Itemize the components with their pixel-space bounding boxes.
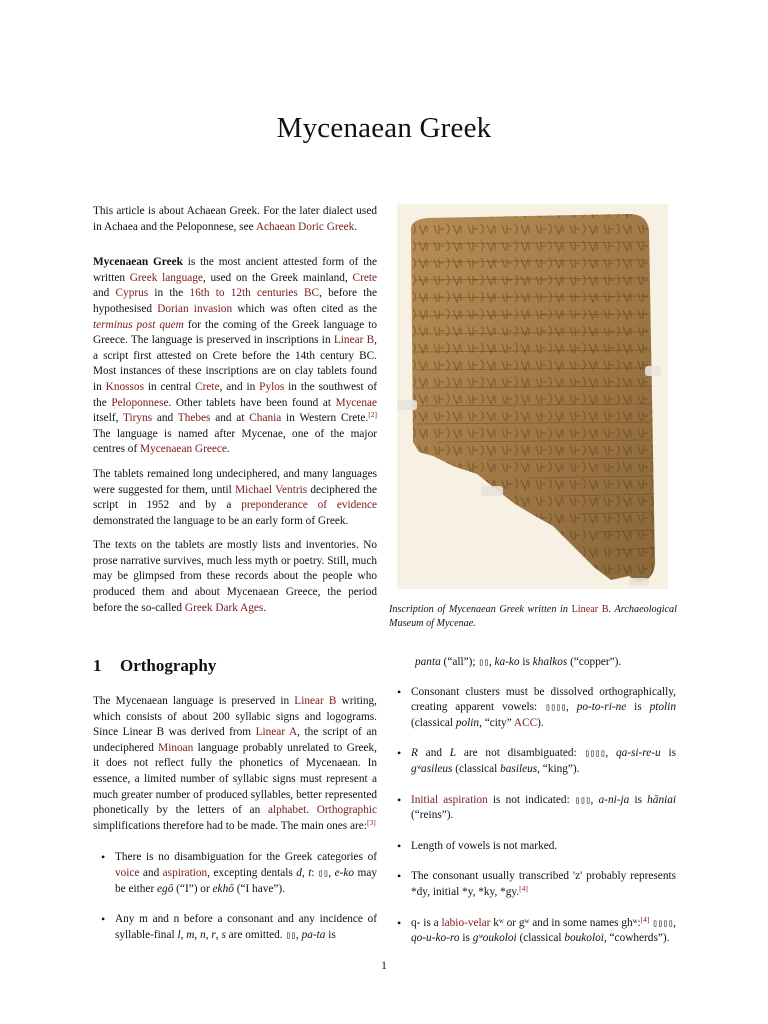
bullet-item [389, 916, 676, 947]
wiki-link[interactable]: Linear A [255, 726, 298, 739]
bullet-continuation [389, 655, 676, 671]
linear-b-glyphs: ▯▯▯▯ [584, 748, 606, 760]
wiki-link[interactable]: Orthographic [316, 804, 377, 817]
text-run: r [211, 928, 216, 941]
text-run: (classical [516, 932, 565, 945]
text-run: . [306, 804, 317, 817]
text-run: l [177, 928, 181, 941]
image-caption [389, 603, 677, 631]
text-run: n [200, 928, 206, 941]
text-run: The consonant usually transcribed 'z' probably represents *dy, initial *y, *ky, *gy. [411, 870, 676, 898]
wiki-link[interactable]: Minoan [158, 741, 194, 754]
text-run: The texts on the tablets are mostly lists and inventories. No prose narrative survives, much less myth or poetry. Still, much may be glimpsed from these records about the people who produced them and about Mycenaean Greece, the period before the so-called [93, 539, 377, 614]
bullet-item [389, 746, 676, 777]
left-bullet-list [93, 850, 377, 943]
wiki-link[interactable]: Pylos [259, 380, 285, 393]
text-run: is [629, 793, 648, 806]
text-run: po-to-ri-ne [576, 701, 627, 714]
text-run: , the script of an undeciphered [93, 726, 377, 754]
text-run: , [565, 701, 577, 714]
text-run: qo-u-ko-ro [411, 932, 460, 945]
text-run: , [328, 866, 335, 879]
section-heading-orthography: 1 Orthography [93, 656, 217, 675]
text-run: d [296, 866, 302, 879]
page-number: 1 [381, 960, 387, 972]
orthography-paragraph [93, 694, 377, 834]
tablet-image[interactable] [397, 204, 668, 589]
text-run: (“reins”). [411, 809, 454, 822]
wiki-link[interactable]: Linear B [333, 334, 375, 347]
orthography-left-column [93, 694, 377, 958]
wiki-link[interactable]: 16th to 12th centuries BC [189, 287, 320, 300]
text-run: Inscription of Mycenaean Greek written in [389, 604, 572, 615]
text-run: , [194, 928, 201, 941]
text-run: polin [455, 716, 480, 729]
text-run: is [459, 932, 473, 945]
linear-b-glyphs: ▯▯ [285, 929, 296, 941]
text-run: , [673, 916, 676, 929]
text-run: hāniai [647, 793, 677, 806]
text-run: is the most ancient attested form of the written [93, 256, 377, 284]
text-run: gʷoukoloi [472, 932, 517, 945]
text-run: The Mycenaean language is preserved in [93, 695, 295, 707]
wiki-link[interactable]: Peloponnese [111, 396, 169, 409]
text-run: which was often cited as the [232, 302, 377, 315]
text-run: boukoloi [564, 932, 604, 945]
text-run: khalkos [532, 656, 568, 668]
text-run: (classical [411, 716, 456, 729]
text-run: are not disambiguated: [456, 747, 585, 760]
text-run: simplifications therefore had to be made. The main ones are: [93, 819, 367, 832]
text-run: There is no disambiguation for the Greek categories of [115, 851, 377, 864]
wiki-link[interactable]: Crete [352, 271, 377, 284]
text-run: , “king”). [537, 762, 580, 775]
bullet-item [93, 850, 377, 897]
text-run: The language is named after Mycenae, one of the major centres of [93, 427, 377, 456]
text-run: m [186, 928, 195, 941]
text-run: L [449, 747, 457, 760]
wiki-link[interactable]: preponderance of evidence [241, 499, 378, 512]
bullet-item [389, 869, 676, 900]
clay-tablet-illustration [397, 204, 668, 589]
linear-b-glyphs: ▯▯▯ [574, 794, 591, 806]
wiki-link[interactable]: Mycenae [335, 396, 377, 409]
text-run: is [626, 701, 650, 714]
right-bullet-list [389, 685, 676, 947]
text-run: The tablets remained long undeciphered, and many languages were suggested for them, until [93, 467, 377, 496]
text-run: Consonant clusters must be dissolved orthographically, creating apparent vowels: [411, 685, 676, 714]
text-run: , [590, 793, 599, 806]
wiki-link[interactable]: Michael Ventris [235, 483, 308, 496]
text-run: Any m and n before a consonant and any incidence of syllable-final [115, 913, 377, 941]
text-run: t [308, 866, 312, 879]
text-run: may be either [115, 866, 377, 895]
citation[interactable]: [4] [640, 914, 650, 924]
wiki-link[interactable]: ACC [513, 716, 538, 729]
text-run: Length of vowels is not marked. [411, 839, 558, 852]
text-run: ka-ko [494, 656, 520, 668]
text-run: (“I have”). [233, 882, 285, 895]
wiki-link[interactable]: Initial [411, 793, 438, 806]
text-run: , “cowherds”). [603, 932, 670, 945]
text-run: (“copper”). [567, 656, 622, 668]
text-run: and [417, 747, 450, 760]
text-run: ekhō [212, 882, 234, 895]
text-run: in the southwest of the [93, 380, 377, 409]
text-run: pa-ta [301, 928, 326, 941]
intro-paragraph-1 [93, 255, 377, 458]
text-run: and [93, 287, 116, 300]
wiki-link[interactable]: Linear B [571, 604, 609, 615]
hatnote: This article is about Achaean Greek. For the later dialect used in Achaea and the Peloponnese, see Achaean Doric Greek. [93, 205, 377, 233]
text-run: e-ko [334, 866, 355, 879]
text-run: , “city” [479, 716, 514, 729]
wiki-link[interactable]: aspiration [162, 866, 208, 879]
text-run: deciphered the script in 1952 and by a [93, 483, 377, 512]
text-run: is not indicated: [487, 793, 575, 806]
text-run: R [411, 747, 418, 760]
text-run: , [488, 656, 495, 668]
text-run: q- is a [411, 916, 442, 929]
text-run: is [660, 747, 677, 760]
text-run: basileus [500, 762, 538, 775]
text-run: . [226, 443, 230, 456]
citation[interactable]: [3] [366, 817, 376, 827]
text-run: is [519, 656, 533, 668]
text-run: (“all”); [440, 656, 479, 668]
wiki-link[interactable]: aspiration [443, 793, 488, 806]
intro-paragraph-2 [93, 467, 377, 529]
page-title: Mycenaean Greek [276, 112, 492, 144]
text-run: , excepting dentals [207, 866, 297, 879]
text-run: (classical [452, 762, 501, 775]
bold-term: Mycenaean Greek [93, 256, 183, 269]
text-run: , [605, 747, 616, 760]
linear-b-glyphs: ▯▯▯▯ [652, 917, 674, 929]
text-run: , [180, 928, 187, 941]
text-run: is [325, 928, 336, 941]
wiki-link[interactable]: Greek language [129, 271, 203, 284]
hatnote-link[interactable]: Achaean Doric Greek [255, 220, 355, 233]
text-run: , [295, 928, 302, 941]
text-run: kʷ or gʷ and in some names ghʷ: [490, 916, 641, 929]
text-run: : [311, 866, 318, 879]
text-run: panta [415, 656, 441, 668]
wiki-link[interactable]: Cyprus [115, 287, 149, 300]
wiki-link[interactable]: Chania [249, 412, 282, 425]
linear-b-glyphs: ▯▯ [478, 657, 489, 668]
intro-column [93, 204, 377, 616]
text-run: ptolin [649, 701, 676, 714]
wiki-link[interactable]: Tiryns [123, 412, 153, 425]
bullet-item [389, 793, 676, 824]
text-run: , before the hypothesised [93, 287, 378, 315]
text-run: in the [148, 287, 190, 300]
wiki-link[interactable]: Linear B [294, 695, 337, 707]
wiki-link[interactable]: alphabet [267, 804, 307, 817]
wiki-link[interactable]: voice [115, 866, 140, 879]
text-run: . [263, 601, 267, 614]
text-run: for the coming of the Greek language to Greece. The language is preserved in inscriptions in [93, 318, 377, 347]
wiki-link[interactable]: Mycenaean Greece [140, 443, 227, 456]
linear-b-glyphs: ▯▯ [317, 867, 329, 879]
text-run: writing, which consists of about 200 syllabic signs and logograms. Since Linear B was derived from [93, 695, 377, 739]
intro-paragraph-3 [93, 538, 377, 616]
citation[interactable]: [4] [519, 883, 528, 893]
linear-b-glyphs: ▯▯▯▯ [545, 702, 566, 714]
text-run: a-ni-ja [598, 793, 630, 806]
wiki-link[interactable]: Dorian invasion [157, 302, 233, 315]
wiki-link[interactable]: Thebes [177, 412, 211, 425]
text-run: egō [157, 882, 174, 895]
text-run: ). [537, 716, 544, 729]
text-run: , and in [219, 380, 260, 393]
wiki-link[interactable]: terminus post quem [93, 318, 184, 331]
text-run: qa-si-re-u [615, 747, 661, 760]
text-run: demonstrated the language to be an early form of Greek. [93, 514, 349, 527]
text-run: language probably unrelated to Greek, it does not reflect fully the phonetics of Mycenaean. In essence, a limited number of syllabic signs must represent a much greater number of produced syllables, better represented phonetically by the letters of an [93, 741, 377, 817]
text-run: , [205, 928, 212, 941]
text-run: gʷasileus [411, 762, 453, 775]
wiki-link[interactable]: labio-velar [441, 916, 491, 929]
text-run: in Western Crete. [281, 412, 369, 425]
text-run: (“I”) or [173, 882, 213, 895]
text-run: , used on the Greek mainland, [202, 271, 353, 284]
orthography-right-column [389, 655, 676, 962]
text-run: . Archaeological Museum of Mycenae. [389, 604, 677, 629]
bullet-item [389, 839, 676, 855]
text-run: in central [143, 380, 196, 393]
wiki-link[interactable]: Knossos [105, 380, 144, 393]
text-run: and [139, 866, 163, 879]
text-run: s [221, 928, 226, 941]
text-run: , [301, 866, 309, 879]
text-run: itself, [93, 412, 123, 425]
text-run: are omitted. [225, 928, 286, 941]
text-run: and at [210, 412, 250, 425]
text-run: , [215, 928, 222, 941]
text-run: and [152, 412, 178, 425]
wiki-link[interactable]: Greek Dark Ages [184, 601, 264, 614]
wiki-link[interactable]: Crete [195, 380, 220, 393]
bullet-item [93, 912, 377, 943]
text-run: . Other tablets have been found at [168, 396, 336, 409]
citation[interactable]: [2] [368, 410, 377, 420]
bullet-item [389, 685, 676, 732]
text-run: , a script first attested on Crete before the 14th century BC. Most instances of these inscriptions are on clay tablets found in [93, 334, 377, 393]
